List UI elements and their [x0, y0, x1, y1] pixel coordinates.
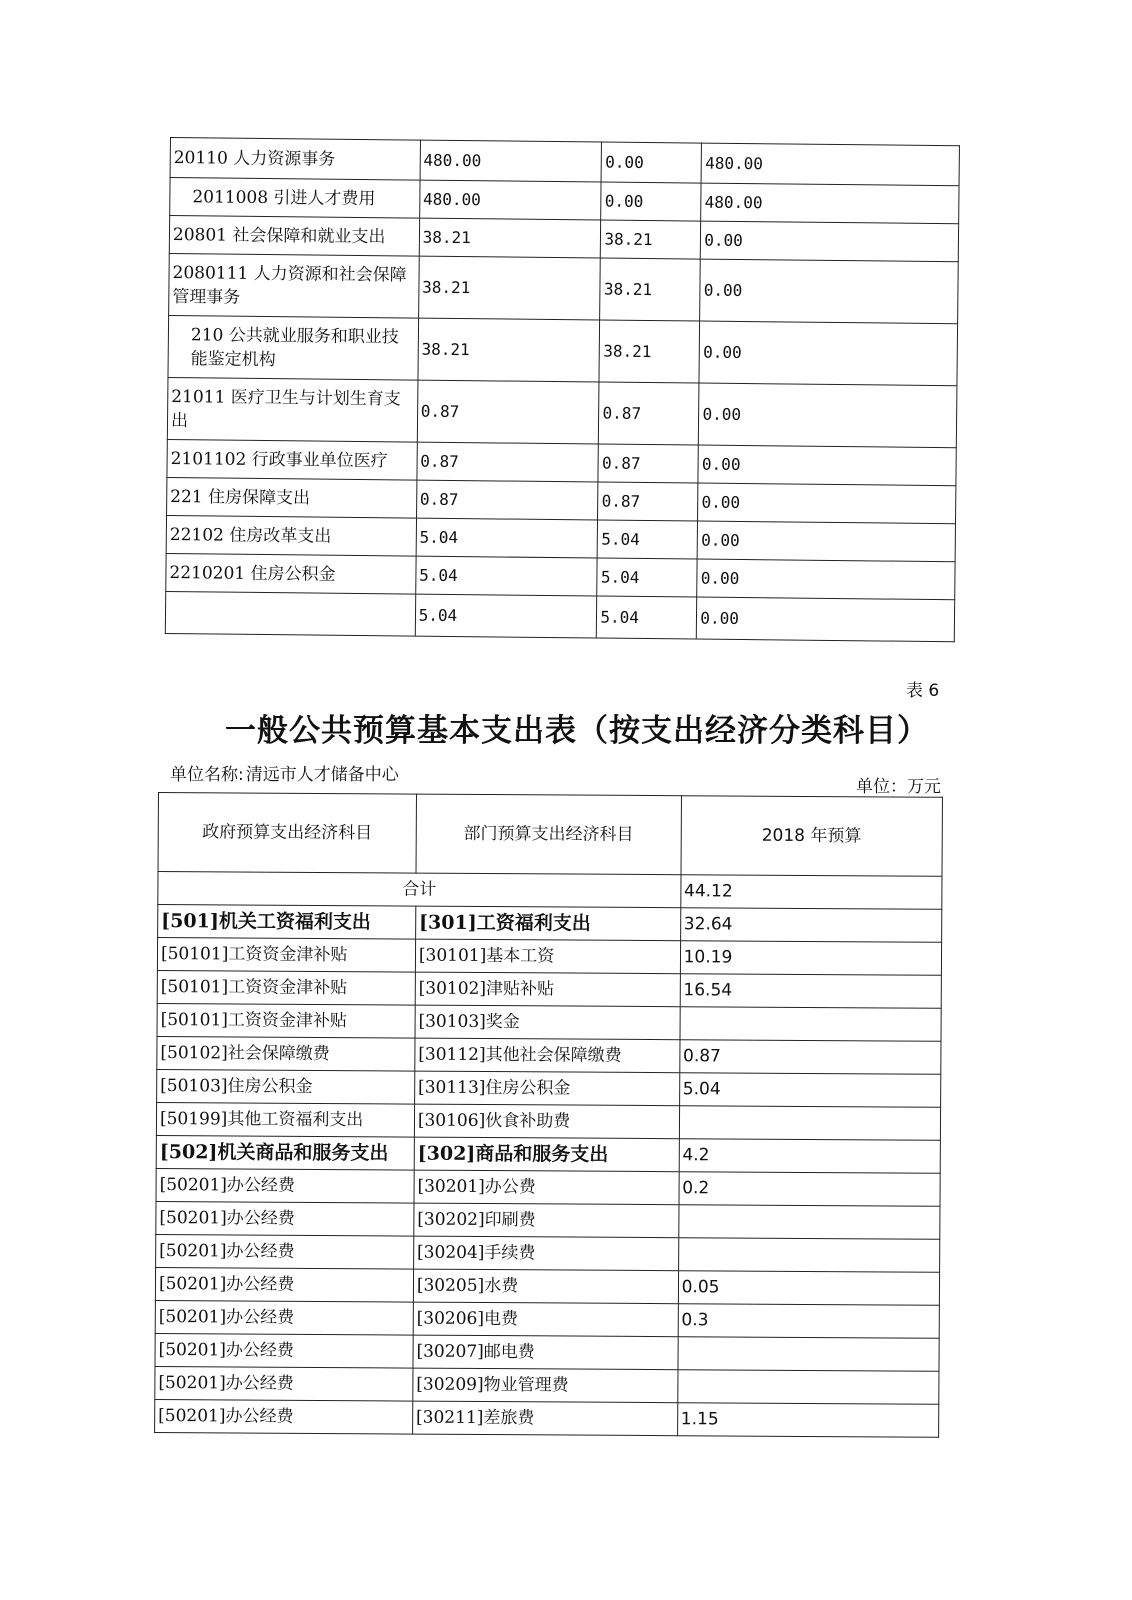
row-basic: 0.87	[598, 482, 698, 521]
table-row	[157, 938, 941, 976]
row-project: 0.00	[699, 383, 957, 448]
row-amount: 0.05	[678, 1271, 940, 1306]
row-total: 0.87	[416, 480, 598, 520]
row-basic: 5.04	[597, 596, 697, 639]
table-row	[157, 1003, 941, 1041]
row-project: 0.00	[701, 221, 959, 262]
row-gov-subject: [50103]住房公积金	[157, 1069, 415, 1104]
row-gov-subject: [502]机关商品和服务支出	[156, 1135, 414, 1170]
table-row	[155, 1333, 939, 1371]
row-basic: 5.04	[598, 520, 698, 559]
row-gov-subject: [50201]办公经费	[156, 1201, 414, 1236]
row-dept-subject: [302]商品和服务支出	[414, 1137, 679, 1172]
row-subject: 210 公共就业服务和职业技能鉴定机构	[168, 315, 418, 380]
header-dept-subject: 部门预算支出经济科目	[416, 794, 681, 875]
row-subject	[165, 591, 415, 636]
header-gov-subject: 政府预算支出经济科目	[158, 793, 416, 874]
row-gov-subject: [50101]工资资金津补贴	[157, 970, 415, 1005]
table-row	[155, 1399, 939, 1437]
currency-unit: 单位：万元	[856, 777, 941, 797]
row-gov-subject: [50201]办公经费	[155, 1399, 413, 1434]
row-dept-subject: [30202]印刷费	[414, 1203, 679, 1238]
total-value: 44.12	[680, 875, 942, 910]
row-dept-subject: [30206]电费	[413, 1302, 678, 1337]
row-total: 480.00	[420, 140, 602, 182]
row-basic: 38.21	[599, 320, 700, 383]
row-amount: 4.2	[679, 1139, 941, 1174]
row-dept-subject: [30204]手续费	[413, 1236, 678, 1271]
row-basic: 0.87	[599, 382, 700, 445]
row-gov-subject: [501]机关工资福利支出	[158, 905, 416, 940]
row-dept-subject: [301]工资福利支出	[415, 906, 680, 941]
row-gov-subject: [50101]工资资金津补贴	[157, 1003, 415, 1038]
row-total: 0.87	[417, 442, 599, 482]
row-amount: 16.54	[680, 974, 942, 1009]
table-row	[156, 1168, 940, 1206]
row-dept-subject: [30201]办公费	[414, 1170, 679, 1205]
row-gov-subject: [50201]办公经费	[156, 1234, 414, 1269]
row-dept-subject: [30113]住房公积金	[414, 1071, 679, 1106]
row-total: 38.21	[419, 218, 601, 258]
table-row	[156, 1234, 940, 1272]
table-row	[155, 1366, 939, 1404]
row-dept-subject: [30101]基本工资	[415, 939, 680, 974]
row-gov-subject: [50201]办公经费	[155, 1366, 413, 1401]
row-subject: 2210201 住房公积金	[166, 553, 416, 594]
row-basic: 0.00	[602, 142, 702, 183]
row-gov-subject: [50201]办公经费	[155, 1333, 413, 1368]
expenditure-table	[154, 792, 943, 1438]
row-amount	[678, 1205, 940, 1240]
row-dept-subject: [30103]奖金	[415, 1005, 680, 1040]
row-subject: 2080111 人力资源和社会保障管理事务	[169, 253, 419, 318]
row-gov-subject: [50199]其他工资福利支出	[156, 1102, 414, 1137]
row-gov-subject: [50201]办公经费	[156, 1168, 414, 1203]
row-amount	[678, 1337, 940, 1372]
row-gov-subject: [50201]办公经费	[155, 1267, 413, 1302]
row-subject: 221 住房保障支出	[167, 477, 417, 518]
table-header-row	[158, 793, 942, 877]
row-subject: 2101102 行政事业单位医疗	[167, 439, 417, 480]
row-project: 0.00	[700, 259, 958, 324]
row-dept-subject: [30205]水费	[413, 1269, 678, 1304]
row-basic: 38.21	[601, 220, 701, 259]
unit-name-label: 单位名称:	[170, 765, 244, 785]
row-dept-subject: [30106]伙食补助费	[414, 1104, 679, 1139]
row-project: 480.00	[701, 183, 959, 224]
row-basic: 0.00	[601, 182, 701, 221]
table-row	[156, 1201, 940, 1239]
row-basic: 5.04	[597, 558, 697, 597]
row-amount: 32.64	[680, 908, 942, 943]
table-row	[157, 1036, 941, 1074]
row-amount: 1.15	[677, 1403, 939, 1438]
table-row	[156, 1135, 940, 1173]
row-amount: 0.87	[679, 1040, 941, 1075]
continuation-table-body	[165, 138, 959, 642]
row-dept-subject: [30112]其他社会保障缴费	[415, 1038, 680, 1073]
row-basic: 38.21	[600, 258, 701, 321]
row-total: 0.87	[417, 380, 599, 444]
row-subject: 22102 住房改革支出	[166, 515, 416, 556]
row-subject: 20110 人力资源事务	[170, 138, 420, 181]
row-project: 0.00	[699, 321, 957, 386]
row-subject: 2011008 引进人才费用	[170, 178, 420, 219]
row-amount: 10.19	[680, 941, 942, 976]
row-dept-subject: [30209]物业管理费	[413, 1368, 678, 1403]
row-project: 480.00	[701, 143, 959, 186]
row-total: 5.04	[415, 594, 597, 638]
table-row	[155, 1300, 939, 1338]
table-row	[167, 377, 957, 447]
table-row	[156, 1102, 940, 1140]
row-amount	[679, 1106, 941, 1141]
row-subject: 21011 医疗卫生与计划生育支出	[167, 377, 417, 442]
table-number: 表 6	[906, 681, 940, 701]
row-total: 38.21	[418, 256, 600, 320]
table-row	[169, 253, 959, 323]
row-project: 0.00	[698, 445, 956, 486]
row-gov-subject: [50102]社会保障缴费	[157, 1036, 415, 1071]
row-total: 5.04	[415, 556, 597, 596]
row-project: 0.00	[698, 483, 956, 524]
row-amount	[677, 1370, 939, 1405]
row-total: 480.00	[419, 180, 601, 220]
table-title: 一般公共预算基本支出表（按支出经济分类科目）	[225, 713, 929, 749]
row-total: 38.21	[418, 318, 600, 382]
table-row	[157, 970, 941, 1008]
row-project: 0.00	[697, 559, 955, 600]
total-label: 合计	[158, 872, 681, 908]
row-amount: 0.2	[679, 1172, 941, 1207]
row-amount: 5.04	[679, 1073, 941, 1108]
row-total: 5.04	[416, 518, 598, 558]
table-row	[155, 1267, 939, 1305]
header-budget-2018: 2018 年预算	[681, 796, 943, 877]
row-gov-subject: [50101]工资资金津补贴	[157, 938, 415, 973]
table-row	[168, 315, 958, 385]
total-row	[158, 872, 942, 910]
row-dept-subject: [30207]邮电费	[413, 1335, 678, 1370]
row-gov-subject: [50201]办公经费	[155, 1300, 413, 1335]
unit-name-line	[168, 760, 399, 785]
continuation-table	[165, 137, 960, 642]
row-basic: 0.87	[598, 444, 698, 483]
table-row	[165, 591, 954, 641]
row-dept-subject: [30102]津贴补贴	[415, 972, 680, 1007]
row-project: 0.00	[697, 521, 955, 562]
expenditure-table-body	[155, 905, 942, 1438]
row-amount: 0.3	[678, 1304, 940, 1339]
unit-name-value: 清远市人才储备中心	[245, 765, 399, 785]
row-amount	[678, 1238, 940, 1273]
row-dept-subject: [30211]差旅费	[412, 1401, 677, 1436]
row-project: 0.00	[697, 597, 955, 642]
table-row	[158, 905, 942, 943]
table-row	[157, 1069, 941, 1107]
row-subject: 20801 社会保障和就业支出	[169, 216, 419, 257]
row-amount	[680, 1007, 942, 1042]
